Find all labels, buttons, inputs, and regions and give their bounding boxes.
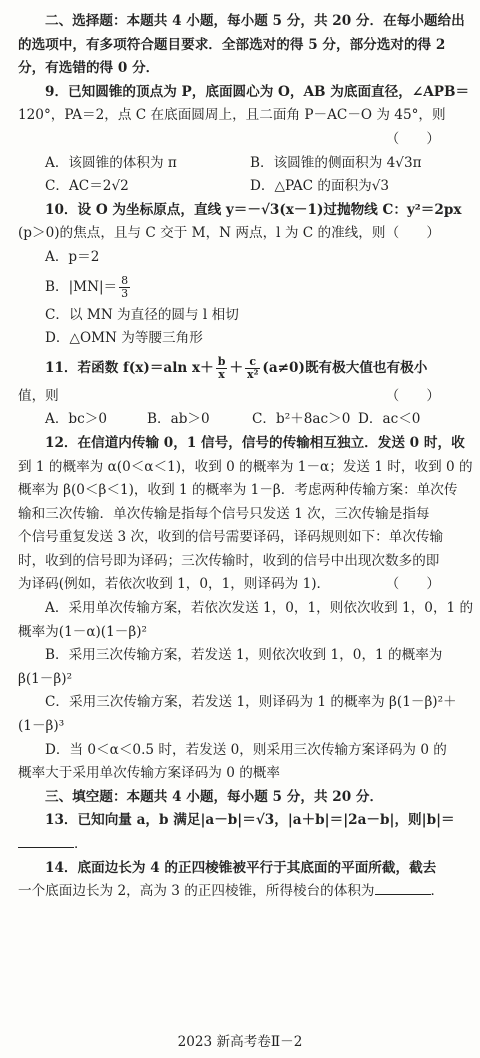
q12-line7: 为译码(例如，若依次收到 1，0，1，则译码为 1)． xyxy=(18,576,331,593)
q12-answer-paren: （ ） xyxy=(385,576,440,593)
q14-line2 xyxy=(18,880,462,904)
section2-line2: 的选项中，有多项符合题目要求．全部选对的得 5 分，部分选对的得 2 xyxy=(18,36,446,53)
q11-option-b: B．ab＞0 xyxy=(147,411,210,428)
q14-line1: 14．底面边长为 4 的正四棱锥被平行于其底面的平面所截，截去 xyxy=(45,859,437,876)
q12-option-b-line2: β(1－β)² xyxy=(18,670,73,687)
q11-frac2-num: c xyxy=(245,356,260,369)
q11-frac1-num: b xyxy=(217,354,226,368)
section3-line1: 三、填空题：本题共 4 小题，每小题 5 分，共 20 分． xyxy=(45,788,384,805)
q11-line1-a: 11．若函数 f(x)＝aln x＋ xyxy=(45,359,214,376)
q9-line2: 120°，PA＝2，点 C 在底面圆周上，且二面角 P－AC－O 为 45°，则 xyxy=(18,107,446,124)
page-footer: 2023 新高考卷Ⅱ－2 xyxy=(177,1034,303,1050)
q11-frac2-den: x² xyxy=(247,367,259,381)
q14-line2-text: 一个底面边长为 2，高为 3 的正四棱锥，所得棱台的体积为 xyxy=(18,883,375,900)
q11-option-a: A．bc＞0 xyxy=(45,411,107,428)
q12-option-d-line1: D．当 0＜α＜0.5 时，若发送 0，则采用三次传输方案译码为 0 的 xyxy=(45,741,447,758)
q9-option-d: D．△PAC 的面积为√3 xyxy=(250,178,390,195)
q11-frac1-den: x xyxy=(218,367,225,381)
q10-option-a: A．p＝2 xyxy=(45,248,100,265)
q12-line7-row xyxy=(18,573,462,597)
q10-line2-row xyxy=(18,222,462,246)
q10-option-d: D．△OMN 为等腰三角形 xyxy=(45,330,203,347)
q13-line2-end: ． xyxy=(74,836,88,852)
q11-option-c: C．b²＋8ac＞0 xyxy=(252,411,351,428)
q12-option-d-line2: 概率大于采用单次传输方案译码为 0 的概率 xyxy=(18,765,280,782)
q9-option-a: A．该圆锥的体积为 π xyxy=(45,154,177,171)
q12-option-b-line1: B．采用三次传输方案，若发送 1，则依次收到 1，0，1 的概率为 xyxy=(45,647,443,664)
section2-line3: 分，有选错的得 0 分． xyxy=(18,60,160,77)
q13-line1: 13．已知向量 a，b 满足|a－b|＝√3，|a＋b|＝|2a－b|，则|b|＝ xyxy=(45,812,455,829)
q10-line2: (p＞0)的焦点，且与 C 交于 M，N 两点，l 为 C 的准线，则 xyxy=(18,225,386,242)
q13-answer-blank[interactable] xyxy=(18,833,74,848)
q12-option-c-line1: C．采用三次传输方案，若发送 1，则译码为 1 的概率为 β(1－β)²＋ xyxy=(45,694,457,711)
q12-option-a-line1: A．采用单次传输方案，若依次发送 1，0，1，则依次收到 1，0，1 的 xyxy=(45,600,474,617)
q14-line2-end: ． xyxy=(430,883,445,900)
q11-line2-row xyxy=(18,385,462,409)
q10-option-b xyxy=(18,270,462,304)
q12-line4: 输和三次传输．单次传输是指每个信号只发送 1 次，三次传输是指每 xyxy=(18,505,430,522)
q12-line2: 到 1 的概率为 α(0＜α＜1)，收到 0 的概率为 1－α；发送 1 时，收到 0 的 xyxy=(18,458,473,475)
q9-line1-text: 9．已知圆锥的顶点为 P，底面圆心为 O，AB 为底面直径，∠APB＝ xyxy=(45,83,470,100)
q9-answer-paren: （ ） xyxy=(385,130,440,147)
q9-options-row2 xyxy=(18,175,462,199)
q9-paren-row xyxy=(18,128,462,152)
q12-line1: 12．在信道内传输 0，1 信号，信号的传输相互独立．发送 0 时，收 xyxy=(45,434,465,451)
section2-line1: 二、选择题：本题共 4 小题，每小题 5 分，共 20 分．在每小题给出 xyxy=(45,13,465,29)
q12-option-c-line2: (1－β)³ xyxy=(18,718,65,735)
q9-option-b: B．该圆锥的侧面积为 4√3π xyxy=(250,154,422,171)
q9-option-c: C．AC＝2√2 xyxy=(45,178,129,195)
q10-option-b-prefix: B．|MN|＝ xyxy=(45,278,118,295)
q10-answer-paren: （ ） xyxy=(385,225,440,242)
q11-line2: 值，则 xyxy=(18,387,59,404)
q9-line1 xyxy=(18,81,470,105)
q10-option-c: C．以 MN 为直径的圆与 l 相切 xyxy=(45,306,239,323)
q11-line1 xyxy=(18,351,462,385)
q12-line6: 时，收到的信号即为译码；三次传输时，收到的信号中出现次数多的即 xyxy=(18,552,440,569)
q12-option-a-line2: 概率为(1－α)(1－β)² xyxy=(18,623,147,640)
q11-answer-paren: （ ） xyxy=(385,387,440,404)
q14-answer-blank[interactable] xyxy=(375,880,431,895)
q10-option-b-fraction xyxy=(119,275,130,300)
q12-line5: 个信号重复发送 3 次，收到的信号需要译码，译码规则如下：单次传输 xyxy=(18,529,444,546)
q11-option-d: D．ac＜0 xyxy=(358,411,421,428)
q10-frac-num: 8 xyxy=(121,273,129,287)
q11-frac-b-x xyxy=(216,356,228,381)
q10-frac-den: 3 xyxy=(121,286,129,300)
q9-options-row1 xyxy=(18,152,462,176)
q12-line3: 概率为 β(0＜β＜1)，收到 1 的概率为 1－β．考虑两种传输方案：单次传 xyxy=(18,482,458,499)
q11-line1-b: (a≠0)既有极大值也有极小 xyxy=(262,359,428,376)
q13-line2 xyxy=(18,833,462,857)
q10-line1: 10．设 O 为坐标原点，直线 y＝－√3(x－1)过抛物线 C：y²＝2px xyxy=(45,201,462,218)
q11-plus: ＋ xyxy=(229,359,244,376)
q11-options xyxy=(18,408,462,432)
q11-frac-c-x2 xyxy=(245,356,260,381)
